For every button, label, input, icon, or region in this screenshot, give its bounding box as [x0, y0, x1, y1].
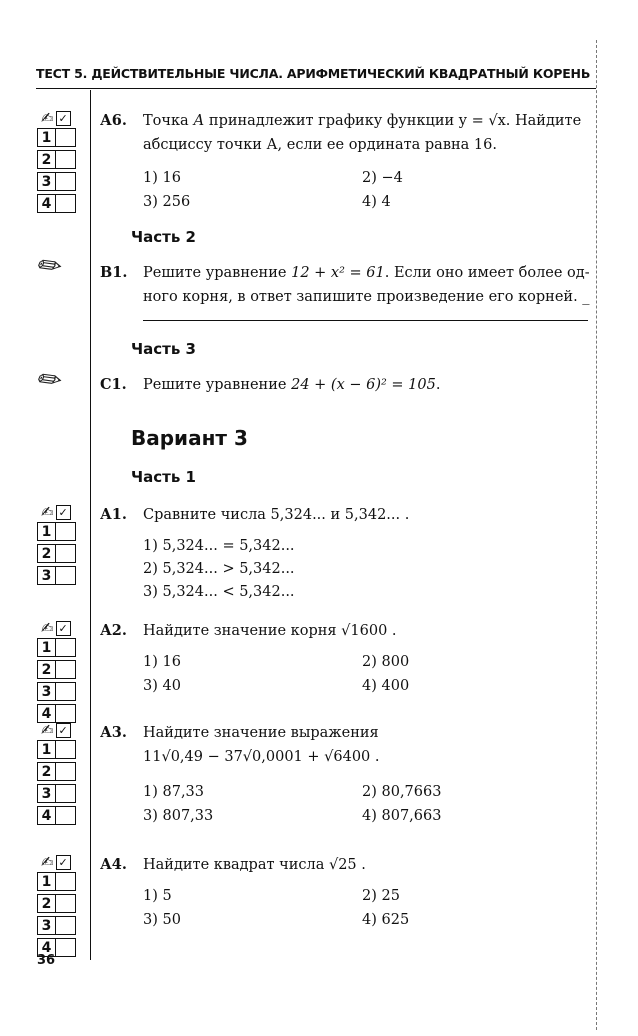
answer-checkbox[interactable]	[56, 872, 76, 891]
option-a1-2: 2) 5,324... > 5,342...	[143, 561, 295, 577]
pencil-icon: ✎	[31, 247, 69, 285]
answer-checkbox[interactable]	[56, 150, 76, 169]
formula: √1600	[341, 623, 388, 639]
pen-icon: ✍	[41, 109, 54, 127]
option-number: 4	[37, 806, 56, 825]
answer-checkbox[interactable]	[56, 660, 76, 679]
formula: y = √x	[458, 113, 506, 129]
task-label-a4: А4.	[100, 856, 127, 873]
option-number: 3	[37, 682, 56, 701]
option-a2-4: 4) 400	[362, 678, 410, 694]
formula: 11√0,49 − 37√0,0001 + √6400 .	[143, 749, 380, 765]
answer-option-2[interactable]	[37, 150, 85, 171]
answer-checkbox[interactable]	[56, 544, 76, 563]
task-text-a6	[143, 109, 591, 157]
check-icon: ✓	[56, 111, 71, 126]
answer-option-1[interactable]	[37, 522, 85, 543]
task-text: . Найдите	[505, 113, 582, 129]
formula: 24 + (x − 6)² = 105	[291, 377, 436, 393]
check-icon: ✓	[56, 505, 71, 520]
task-label-a1: А1.	[100, 506, 127, 523]
task-text-a3	[143, 721, 591, 769]
pen-check-row	[41, 852, 85, 872]
answer-option-1[interactable]	[37, 638, 85, 659]
pencil-icon: ✎	[31, 361, 69, 399]
answer-option-2[interactable]	[37, 762, 85, 783]
answer-checkbox[interactable]	[56, 172, 76, 191]
task-text-line2: ного корня, в ответ запишите произведение его корней. _	[143, 289, 590, 305]
option-a1-1: 1) 5,324... = 5,342...	[143, 538, 295, 554]
answer-option-4[interactable]	[37, 806, 85, 827]
pen-icon: ✍	[41, 853, 54, 871]
task-text-a4	[143, 853, 591, 877]
answer-checkbox[interactable]	[56, 194, 76, 213]
option-number: 3	[37, 172, 56, 191]
answer-block-a3	[37, 720, 85, 828]
answer-checkbox[interactable]	[56, 894, 76, 913]
option-a6-2: 2) −4	[362, 170, 403, 186]
task-text-a1: Сравните числа 5,324... и 5,342... .	[143, 507, 410, 523]
answer-block-a1	[37, 502, 85, 588]
part-1-title: Часть 1	[131, 468, 196, 486]
answer-option-2[interactable]	[37, 894, 85, 915]
task-text: .	[387, 623, 397, 639]
part-2-title: Часть 2	[131, 228, 196, 246]
formula: √25	[328, 857, 357, 873]
option-a2-2: 2) 800	[362, 654, 410, 670]
answer-checkbox[interactable]	[56, 916, 76, 935]
task-text: Решите уравнение	[143, 377, 292, 393]
answer-checkbox[interactable]	[56, 762, 76, 781]
task-text-b1	[143, 261, 591, 309]
option-number: 3	[37, 784, 56, 803]
option-a4-2: 2) 25	[362, 888, 400, 904]
option-a6-3: 3) 256	[143, 194, 191, 210]
page-header-title: ТЕСТ 5. ДЕЙСТВИТЕЛЬНЫЕ ЧИСЛА. АРИФМЕТИЧЕСКИЙ КВАДРАТНЫЙ КОРЕНЬ	[36, 66, 591, 81]
option-a3-3: 3) 807,33	[143, 808, 214, 824]
option-number: 1	[37, 128, 56, 147]
answer-option-3[interactable]	[37, 682, 85, 703]
pen-icon: ✍	[41, 503, 54, 521]
page-number: 36	[37, 953, 56, 968]
answer-option-2[interactable]	[37, 660, 85, 681]
option-a3-1: 1) 87,33	[143, 784, 205, 800]
answer-option-3[interactable]	[37, 172, 85, 193]
option-a2-3: 3) 40	[143, 678, 181, 694]
formula: 12 + x² = 61	[291, 265, 385, 281]
option-number: 2	[37, 544, 56, 563]
option-a1-3: 3) 5,324... < 5,342...	[143, 584, 295, 600]
answer-checkbox[interactable]	[56, 682, 76, 701]
option-a6-1: 1) 16	[143, 170, 181, 186]
task-label-b1: В1.	[100, 264, 128, 281]
answer-checkbox[interactable]	[56, 740, 76, 759]
answer-option-3[interactable]	[37, 916, 85, 937]
pen-check-row	[41, 108, 85, 128]
answer-block-a2	[37, 618, 85, 726]
answer-checkbox[interactable]	[56, 938, 76, 957]
option-a4-4: 4) 625	[362, 912, 410, 928]
option-a4-3: 3) 50	[143, 912, 181, 928]
answer-option-1[interactable]	[37, 128, 85, 149]
margin-rule	[90, 90, 91, 960]
answer-checkbox[interactable]	[56, 566, 76, 585]
header-rule	[36, 88, 596, 89]
option-number: 4	[37, 938, 56, 957]
task-text: Решите уравнение	[143, 265, 292, 281]
option-number: 2	[37, 660, 56, 679]
pen-check-row	[41, 618, 85, 638]
task-text-line2: абсциссу точки А, если ее ордината равна 16.	[143, 137, 497, 153]
answer-option-2[interactable]	[37, 544, 85, 565]
option-a2-1: 1) 16	[143, 654, 181, 670]
option-a4-1: 1) 5	[143, 888, 172, 904]
answer-checkbox[interactable]	[56, 638, 76, 657]
check-icon: ✓	[56, 621, 71, 636]
option-number: 2	[37, 762, 56, 781]
option-number: 4	[37, 704, 56, 723]
option-number: 1	[37, 740, 56, 759]
check-icon: ✓	[56, 855, 71, 870]
option-number: 1	[37, 872, 56, 891]
task-text: Найдите квадрат числа	[143, 857, 329, 873]
answer-option-3[interactable]	[37, 784, 85, 805]
answer-line[interactable]	[143, 320, 588, 321]
task-label-a6: А6.	[100, 112, 127, 129]
answer-checkbox[interactable]	[56, 806, 76, 825]
check-icon: ✓	[56, 723, 71, 738]
answer-checkbox[interactable]	[56, 128, 76, 147]
answer-block-a6	[37, 108, 85, 216]
answer-checkbox[interactable]	[56, 522, 76, 541]
task-text-a2	[143, 619, 591, 643]
pen-icon: ✍	[41, 619, 54, 637]
task-text: .	[435, 377, 441, 393]
answer-option-1[interactable]	[37, 740, 85, 761]
task-label-a3: А3.	[100, 724, 127, 741]
option-number: 4	[37, 194, 56, 213]
variant-title: Вариант 3	[131, 426, 248, 450]
answer-option-1[interactable]	[37, 872, 85, 893]
option-number: 3	[37, 566, 56, 585]
task-text: . Если оно имеет более од-	[384, 265, 590, 281]
task-text: Точка	[143, 113, 194, 129]
task-label-a2: А2.	[100, 622, 127, 639]
answer-block-a4	[37, 852, 85, 960]
pen-check-row	[41, 502, 85, 522]
answer-checkbox[interactable]	[56, 784, 76, 803]
task-text-c1	[143, 373, 591, 397]
option-number: 1	[37, 638, 56, 657]
cut-line	[596, 40, 597, 1030]
option-number: 1	[37, 522, 56, 541]
task-text: принадлежит графику функции	[204, 113, 459, 129]
part-3-title: Часть 3	[131, 340, 196, 358]
answer-option-3[interactable]	[37, 566, 85, 587]
task-label-c1: С1.	[100, 376, 127, 393]
task-text: .	[356, 857, 366, 873]
option-number: 2	[37, 150, 56, 169]
option-a3-2: 2) 80,7663	[362, 784, 442, 800]
task-text: Найдите значение выражения	[143, 725, 379, 741]
point-name: А	[193, 113, 205, 129]
option-a3-4: 4) 807,663	[362, 808, 442, 824]
option-a6-4: 4) 4	[362, 194, 391, 210]
option-number: 3	[37, 916, 56, 935]
answer-option-4[interactable]	[37, 194, 85, 215]
task-text: Найдите значение корня	[143, 623, 342, 639]
pen-icon: ✍	[41, 721, 54, 739]
option-number: 2	[37, 894, 56, 913]
pen-check-row	[41, 720, 85, 740]
